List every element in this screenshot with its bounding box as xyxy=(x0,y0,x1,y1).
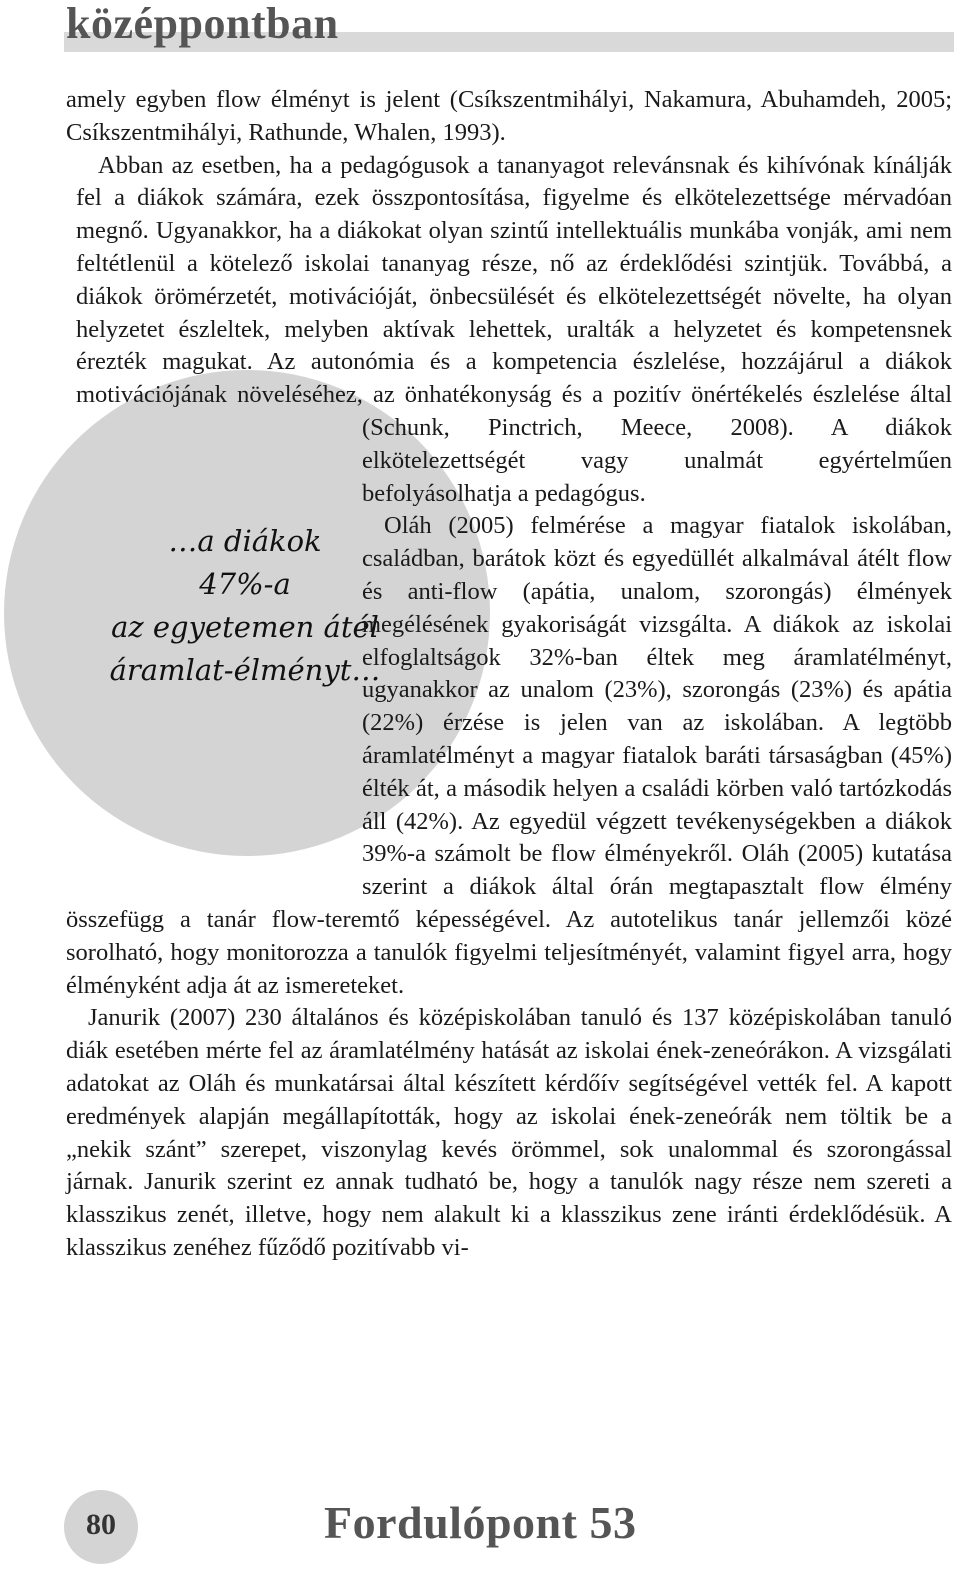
journal-title: Fordulópont 53 xyxy=(324,1497,637,1548)
pull-quote-line: az egyetemen átél xyxy=(111,610,379,644)
pull-quote-line: …a diákok xyxy=(168,524,322,558)
page-header xyxy=(64,0,954,56)
paragraph: Oláh (2005) felmérése a magyar fiatalok iskolában, családban, barátok közt és egyedüllét alkalmával átélt flow és anti-flow (apátia, unalom, szorongás) élmények megélésének gyakoriságát vizsgálta. A diákok az iskolai elfoglaltságok 32%-ban éltek meg áramlatélményt, ugyanakkor az unalom (23%), szorongás (23%) és apátia (22%) érzése is jelen van az iskolában. A legtöbb áramlatélményt a magyar fiatalok baráti társaságban (45%) élték át, a második helyen a családi körben való tartózkodás áll (42%). Az egyedül végzett tevékenységekben a diákok 39%-a számolt be flow élményekről. Oláh (2005) kutatása szerint a diákok által órán megtapasztalt flow élmény összefügg a tanár flow-teremtő képességével. Az autotelikus tanár jellemzői közé sorolható, hogy monitorozza a tanulók figyelmi teljesítményét, valamint figyel arra, hogy élményként adja át az ismereteket. xyxy=(66,512,952,999)
paragraph: Janurik (2007) 230 általános és középiskolában tanuló és 137 középiskolában tanuló diák esetében mérte fel az áramlatélmény hatását az iskolai ének-zeneórákon. A vizsgálati adatokat az Oláh és munkatársai által készített kérdőív segítségével vették fel. A kapott eredmények alapján megállapították, hogy az iskolai ének-zeneórák nem töltik be a „nekik szánt” szerepet, viszonylag kevés örömmel, sok unalommal és szorongással járnak. Janurik szerint ez annak tudható be, hogy a tanulók nagy része nem szereti a klasszikus zenét, illetve, hogy nem alakult ki a klasszikus zene iránti érdeklődésük. A klasszikus zenéhez fűződő pozitívabb vi- xyxy=(66,1004,952,1261)
text-wrap-spacer xyxy=(0,412,362,904)
page-number: 80 xyxy=(86,1508,116,1541)
article-body xyxy=(66,84,952,1265)
section-title: középpontban xyxy=(66,0,339,48)
paragraph: Abban az esetben, ha a pedagógusok a tananyagot relevánsnak és kihívónak kínálják fel a diákok számára, ezek összpontosítása, figyelme és elkötelezettsége mérvadóan megnő. Ugyanakkor, ha a diákokat olyan szintű intellektuális munkába vonják, ami nem feltétlenül a kötelező iskolai tananyag része, nő az érdeklődési szintjük. Továbbá, a diákok örömérzetét, motivációját, önbecsülését és elkötelezettségét növelte, ha olyan helyzetet észleltek, melyben aktívak lehettek, uralták a helyzetet és kompetensnek érezték magukat. Az autonómia és a kompetencia észlelése, hozzájárul a diákok motivációjának növeléséhez, az önhatékonyság és a pozitív önértékelés észlelése által (Schunk, Pinctrich, Meece, 2008). A diákok elkötelezettségét vagy unalmát egyértelműen befolyásolhatja a pedagógus. xyxy=(76,151,952,507)
paragraph: amely egyben flow élményt is jelent (Csíkszentmihályi, Nakamura, Abuhamdeh, 2005; Csíkszentmihályi, Rathunde, Whalen, 1993). xyxy=(66,86,952,146)
pull-quote-line: 47%-a xyxy=(199,567,291,601)
pull-quote-line: áramlat-élményt… xyxy=(109,653,381,687)
